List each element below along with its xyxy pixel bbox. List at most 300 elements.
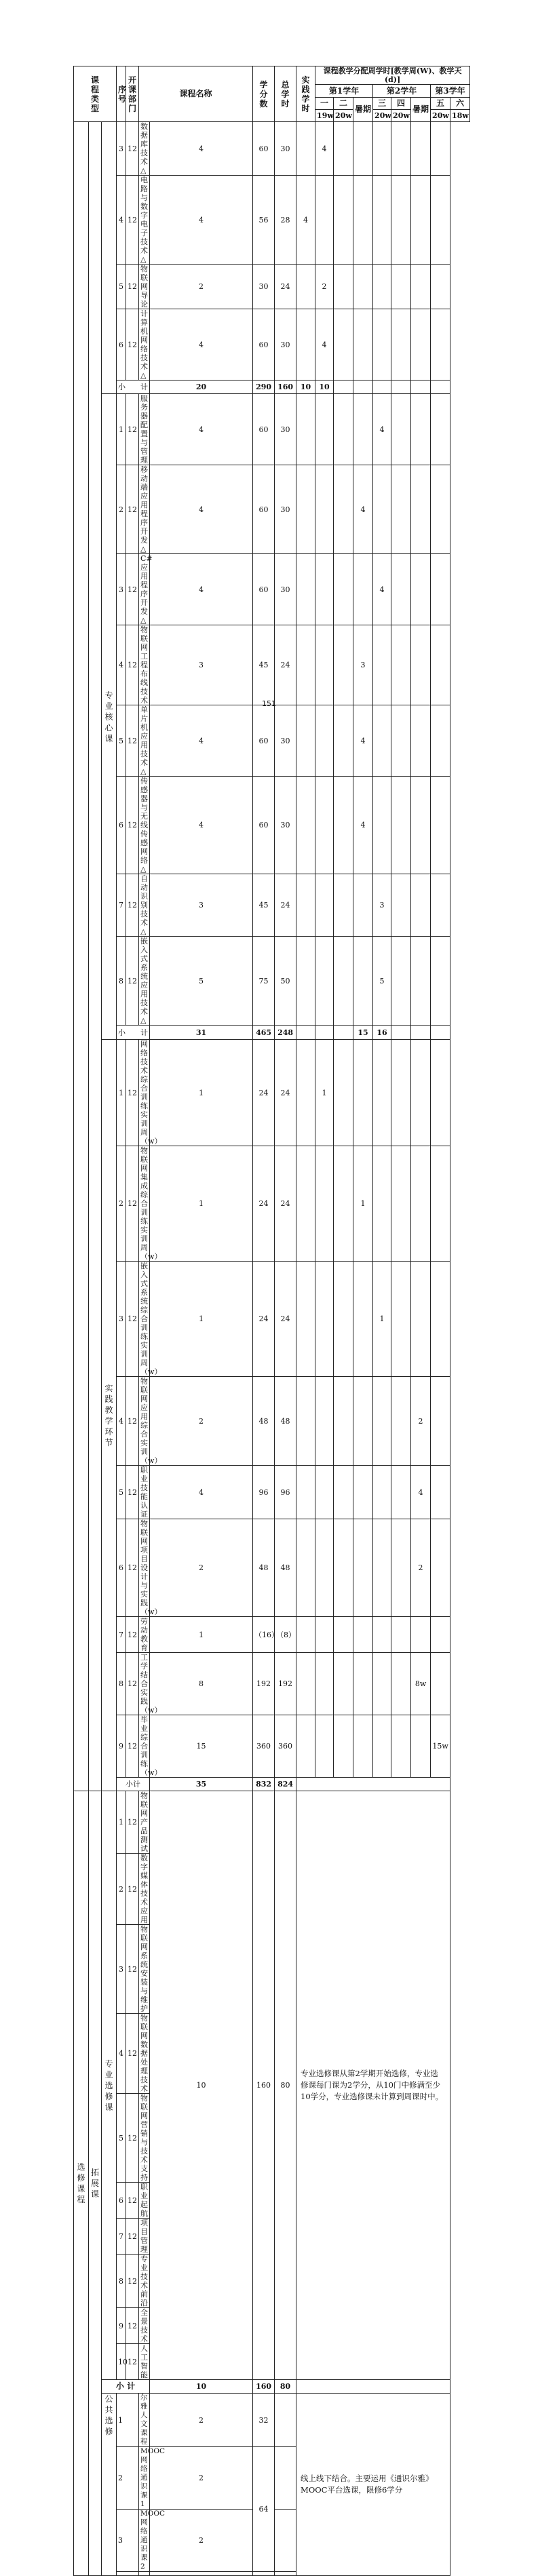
course-practice-hours: 96 bbox=[275, 1466, 296, 1519]
subtotal-value: 35 bbox=[150, 1778, 253, 1791]
course-week-hours bbox=[334, 1377, 353, 1466]
course-name: 物联网应用综合实训（w） bbox=[139, 1377, 150, 1466]
table-row bbox=[74, 122, 470, 176]
course-week-hours: 5 bbox=[373, 937, 391, 1026]
course-name: 毕业综合训练（w） bbox=[139, 1715, 150, 1778]
course-practice-hours: 24 bbox=[275, 1146, 296, 1262]
course-week-hours bbox=[334, 1146, 353, 1262]
course-total-hours: 56 bbox=[253, 176, 275, 265]
course-week-hours bbox=[353, 1377, 373, 1466]
subtotal-value: 290 bbox=[253, 380, 275, 394]
header-w1: 19w bbox=[315, 110, 334, 122]
course-dept: 12 bbox=[126, 874, 139, 937]
course-name: 物联网导论 bbox=[139, 265, 150, 309]
course-week-hours bbox=[296, 777, 315, 874]
course-week-hours bbox=[315, 176, 334, 265]
course-practice-hours: 30 bbox=[275, 122, 296, 176]
header-year1: 第1学年 bbox=[315, 85, 373, 98]
course-practice-hours: 30 bbox=[275, 554, 296, 625]
course-no: 1 bbox=[117, 1791, 126, 1854]
course-week-hours bbox=[334, 937, 353, 1026]
subtotal-value bbox=[315, 1026, 334, 1040]
course-name: 全景技术 bbox=[139, 2308, 150, 2344]
course-name: 自动识别技术△ bbox=[139, 874, 150, 937]
course-week-hours bbox=[315, 937, 334, 1026]
course-week-hours bbox=[296, 937, 315, 1026]
course-week-hours: 2 bbox=[315, 265, 334, 309]
course-week-hours bbox=[431, 777, 450, 874]
subtotal-value: 160 bbox=[275, 380, 296, 394]
course-week-hours bbox=[431, 937, 450, 1026]
course-week-hours: 4 bbox=[296, 176, 315, 265]
course-dept: 12 bbox=[126, 2014, 139, 2094]
course-total-hours: 60 bbox=[253, 394, 275, 465]
course-credits: 2 bbox=[150, 2447, 253, 2510]
course-dept: 12 bbox=[126, 1653, 139, 1715]
course-practice-hours: 360 bbox=[275, 1715, 296, 1778]
required-group-col1 bbox=[74, 122, 89, 1791]
course-week-hours bbox=[391, 1715, 411, 1778]
course-name: 项目管理 bbox=[139, 2219, 150, 2255]
subtotal-value: 16 bbox=[373, 1026, 391, 1040]
course-dept: 12 bbox=[126, 1925, 139, 2014]
course-practice-hours: 48 bbox=[275, 1377, 296, 1466]
course-week-hours bbox=[431, 705, 450, 777]
course-name: MOOC网络通识课1 bbox=[139, 2447, 150, 2510]
course-total-hours: 60 bbox=[253, 554, 275, 625]
table-row bbox=[74, 1146, 470, 1262]
header-total: 总学时 bbox=[275, 66, 296, 122]
course-week-hours bbox=[353, 937, 373, 1026]
table-row bbox=[74, 1791, 470, 1854]
header-w4: 20w bbox=[391, 110, 411, 122]
course-week-hours bbox=[334, 1715, 353, 1778]
course-week-hours bbox=[431, 1653, 450, 1715]
header-s5: 五 bbox=[431, 98, 450, 110]
course-total-hours: 24 bbox=[253, 1040, 275, 1146]
course-week-hours bbox=[411, 1040, 431, 1146]
header-name: 课程名称 bbox=[139, 66, 253, 122]
course-week-hours bbox=[373, 1519, 391, 1617]
course-week-hours bbox=[391, 1377, 411, 1466]
course-dept: 12 bbox=[126, 122, 139, 176]
course-week-hours bbox=[315, 1146, 334, 1262]
course-practice-hours bbox=[275, 2447, 296, 2510]
header-s1: 一 bbox=[315, 98, 334, 110]
empty-cell bbox=[139, 2572, 150, 2576]
course-total-hours: 30 bbox=[253, 265, 275, 309]
table-row bbox=[74, 380, 470, 394]
course-week-hours bbox=[373, 1653, 391, 1715]
course-name: 劳动教育 bbox=[139, 1617, 150, 1653]
course-week-hours bbox=[315, 1653, 334, 1715]
course-name: 物联网产品测试 bbox=[139, 1791, 150, 1854]
subtotal-value: 31 bbox=[150, 1026, 253, 1040]
course-total-hours: 75 bbox=[253, 937, 275, 1026]
course-dept: 12 bbox=[126, 2183, 139, 2219]
course-no: 2 bbox=[117, 1854, 126, 1925]
course-week-hours bbox=[391, 1146, 411, 1262]
course-total-hours: 60 bbox=[253, 309, 275, 380]
elective-practice-hours: 80 bbox=[275, 1791, 296, 2380]
course-practice-hours bbox=[275, 2394, 296, 2447]
header-credits: 学分数 bbox=[253, 66, 275, 122]
course-week-hours bbox=[391, 874, 411, 937]
table-row bbox=[74, 1778, 470, 1791]
course-week-hours bbox=[353, 309, 373, 380]
course-week-hours bbox=[411, 937, 431, 1026]
course-credits: 3 bbox=[150, 874, 253, 937]
table-row bbox=[74, 1026, 470, 1040]
course-total-hours: 60 bbox=[253, 705, 275, 777]
course-week-hours bbox=[334, 465, 353, 554]
course-no: 5 bbox=[117, 705, 126, 777]
course-dept: 12 bbox=[126, 1040, 139, 1146]
course-dept: 12 bbox=[126, 625, 139, 705]
course-week-hours: 4 bbox=[373, 394, 391, 465]
course-no: 3 bbox=[117, 2510, 139, 2572]
course-week-hours bbox=[353, 874, 373, 937]
course-week-hours bbox=[334, 554, 353, 625]
subtotal-value: 248 bbox=[275, 1026, 296, 1040]
course-name: 专业技术前沿 bbox=[139, 2255, 150, 2308]
course-no: 1 bbox=[117, 394, 126, 465]
course-week-hours: 1 bbox=[373, 1262, 391, 1377]
course-week-hours bbox=[334, 394, 353, 465]
course-dept: 12 bbox=[126, 777, 139, 874]
course-week-hours bbox=[334, 1040, 353, 1146]
course-no: 2 bbox=[117, 1146, 126, 1262]
course-week-hours: 4 bbox=[353, 705, 373, 777]
course-total-hours: 60 bbox=[253, 465, 275, 554]
elective-total-hours: 160 bbox=[253, 1791, 275, 2380]
course-week-hours bbox=[411, 394, 431, 465]
course-week-hours bbox=[334, 122, 353, 176]
course-week-hours bbox=[373, 1377, 391, 1466]
subtotal-value bbox=[391, 1026, 411, 1040]
subtotal-value bbox=[411, 1026, 431, 1040]
course-week-hours bbox=[296, 1617, 315, 1653]
course-week-hours bbox=[391, 1262, 411, 1377]
header-summer2: 暑期 bbox=[411, 98, 431, 122]
course-dept: 12 bbox=[126, 1146, 139, 1262]
subtotal-label: 小 计 bbox=[117, 380, 150, 394]
course-name: 物联网营销与技术支持 bbox=[139, 2094, 150, 2183]
group-major-elective-label: 专业选修课 bbox=[102, 1791, 117, 2380]
course-week-hours bbox=[296, 554, 315, 625]
course-credits: 1 bbox=[150, 1617, 253, 1653]
course-week-hours bbox=[353, 122, 373, 176]
course-week-hours bbox=[373, 465, 391, 554]
course-name: 嵌入式系统综合训练实训周（w） bbox=[139, 1262, 150, 1377]
course-practice-hours: 30 bbox=[275, 705, 296, 777]
course-week-hours bbox=[353, 1653, 373, 1715]
course-week-hours bbox=[315, 1377, 334, 1466]
course-no: 10 bbox=[117, 2344, 126, 2380]
group-public-elective-label: 公共选修 bbox=[102, 2394, 117, 2576]
course-no: 8 bbox=[117, 937, 126, 1026]
subtotal-value: 15 bbox=[353, 1026, 373, 1040]
course-week-hours bbox=[315, 777, 334, 874]
course-no: 5 bbox=[117, 1466, 126, 1519]
course-credits: 2 bbox=[150, 265, 253, 309]
course-week-hours bbox=[431, 176, 450, 265]
course-week-hours: 4 bbox=[411, 1466, 431, 1519]
group-practice-label: 实践教学环节 bbox=[102, 1040, 117, 1791]
course-week-hours bbox=[411, 705, 431, 777]
header-w6: 18w bbox=[450, 110, 470, 122]
course-week-hours bbox=[334, 1653, 353, 1715]
course-name: 物联网数据处理技术 bbox=[139, 2014, 150, 2094]
course-week-hours bbox=[373, 1040, 391, 1146]
course-dept: 12 bbox=[126, 937, 139, 1026]
course-week-hours bbox=[391, 1653, 411, 1715]
subtotal-label: 小计 bbox=[117, 1778, 150, 1791]
header-type: 课程类型 bbox=[74, 66, 117, 122]
course-no: 7 bbox=[117, 874, 126, 937]
course-week-hours bbox=[334, 176, 353, 265]
course-no: 1 bbox=[117, 2394, 139, 2447]
course-no: 8 bbox=[117, 1653, 126, 1715]
subtotal-value bbox=[391, 380, 411, 394]
course-week-hours bbox=[411, 176, 431, 265]
course-week-hours bbox=[353, 1262, 373, 1377]
course-dept: 12 bbox=[126, 1377, 139, 1466]
course-dept: 12 bbox=[126, 2344, 139, 2380]
empty-cell bbox=[296, 1778, 450, 1791]
course-week-hours bbox=[315, 1519, 334, 1617]
course-dept: 12 bbox=[126, 465, 139, 554]
course-week-hours bbox=[391, 625, 411, 705]
course-week-hours bbox=[296, 309, 315, 380]
header-w3: 20w bbox=[373, 110, 391, 122]
course-week-hours bbox=[431, 309, 450, 380]
course-no: 6 bbox=[117, 1519, 126, 1617]
course-week-hours bbox=[353, 394, 373, 465]
course-name: 物联网项目设计与实践（w） bbox=[139, 1519, 150, 1617]
course-dept: 12 bbox=[126, 1617, 139, 1653]
course-week-hours bbox=[296, 1519, 315, 1617]
course-name: 嵌入式系统应用技术△ bbox=[139, 937, 150, 1026]
course-credits: 15 bbox=[150, 1715, 253, 1778]
course-week-hours bbox=[411, 625, 431, 705]
course-name: 人工智能 bbox=[139, 2344, 150, 2380]
course-no: 2 bbox=[117, 465, 126, 554]
course-week-hours bbox=[373, 309, 391, 380]
course-week-hours bbox=[296, 122, 315, 176]
course-total-hours: 60 bbox=[253, 777, 275, 874]
course-week-hours: 4 bbox=[315, 309, 334, 380]
course-week-hours bbox=[315, 394, 334, 465]
course-week-hours bbox=[431, 874, 450, 937]
course-dept: 12 bbox=[126, 1791, 139, 1854]
header-dist: 课程教学分配周学时[教学周(W)、教学天(d)] bbox=[315, 66, 470, 85]
course-credits: 4 bbox=[150, 705, 253, 777]
course-dept: 12 bbox=[126, 309, 139, 380]
course-week-hours bbox=[411, 874, 431, 937]
course-week-hours bbox=[353, 1617, 373, 1653]
course-week-hours bbox=[353, 176, 373, 265]
subtotal-label: 小 计 bbox=[117, 1026, 150, 1040]
course-week-hours: 4 bbox=[353, 465, 373, 554]
empty-cell bbox=[296, 2380, 450, 2394]
header-summer1: 暑期 bbox=[353, 98, 373, 122]
course-name: 物联网系统安装与维护 bbox=[139, 1925, 150, 2014]
course-practice-hours: 24 bbox=[275, 874, 296, 937]
empty-cell bbox=[117, 2572, 139, 2576]
course-total-hours: （16） bbox=[253, 1617, 275, 1653]
table-row bbox=[74, 1377, 470, 1466]
course-week-hours bbox=[391, 1519, 411, 1617]
course-week-hours: 1 bbox=[353, 1146, 373, 1262]
subtotal-value bbox=[411, 380, 431, 394]
course-week-hours bbox=[411, 265, 431, 309]
course-week-hours bbox=[373, 176, 391, 265]
course-dept: 12 bbox=[126, 394, 139, 465]
course-dept: 12 bbox=[126, 2094, 139, 2183]
table-row bbox=[74, 394, 470, 465]
course-week-hours bbox=[296, 705, 315, 777]
course-practice-hours: 24 bbox=[275, 1262, 296, 1377]
table-row bbox=[74, 625, 470, 705]
course-dept: 12 bbox=[126, 2219, 139, 2255]
course-week-hours bbox=[334, 705, 353, 777]
course-week-hours bbox=[334, 874, 353, 937]
table-row bbox=[74, 1715, 470, 1778]
course-name: 物联网工程布线技术 bbox=[139, 625, 150, 705]
course-total-hours: 48 bbox=[253, 1519, 275, 1617]
course-dept: 12 bbox=[126, 1715, 139, 1778]
course-dept: 12 bbox=[126, 265, 139, 309]
course-total-hours: 45 bbox=[253, 625, 275, 705]
course-week-hours bbox=[315, 1466, 334, 1519]
public-elective-note: 线上线下结合。主要运用《通识尔雅》MOOC平台选课，限修6学分 bbox=[296, 2394, 450, 2576]
course-week-hours bbox=[391, 265, 411, 309]
course-week-hours bbox=[296, 394, 315, 465]
course-practice-hours: 48 bbox=[275, 1519, 296, 1617]
course-name: 网络技术综合训练实训周（w） bbox=[139, 1040, 150, 1146]
course-week-hours bbox=[373, 265, 391, 309]
course-week-hours bbox=[431, 1617, 450, 1653]
course-name: 服务器配置与管理 bbox=[139, 394, 150, 465]
table-row bbox=[74, 777, 470, 874]
course-credits: 2 bbox=[150, 1377, 253, 1466]
course-credits: 4 bbox=[150, 1466, 253, 1519]
course-name: MOOC网络通识课2 bbox=[139, 2510, 150, 2572]
course-week-hours bbox=[373, 777, 391, 874]
course-no: 3 bbox=[117, 1262, 126, 1377]
course-no: 7 bbox=[117, 2219, 126, 2255]
course-week-hours bbox=[296, 1466, 315, 1519]
course-total-hours: 96 bbox=[253, 1466, 275, 1519]
course-credits: 2 bbox=[150, 2394, 253, 2447]
subtotal-value: 465 bbox=[253, 1026, 275, 1040]
course-week-hours: 15w bbox=[431, 1715, 450, 1778]
course-week-hours bbox=[315, 1715, 334, 1778]
course-week-hours bbox=[373, 625, 391, 705]
course-credits: 4 bbox=[150, 394, 253, 465]
empty-cell bbox=[275, 2572, 296, 2576]
course-no: 9 bbox=[117, 2308, 126, 2344]
course-week-hours bbox=[334, 309, 353, 380]
course-week-hours bbox=[373, 705, 391, 777]
course-week-hours bbox=[296, 874, 315, 937]
group-core-label: 专业核心课 bbox=[102, 394, 117, 1040]
course-week-hours bbox=[353, 1715, 373, 1778]
course-week-hours bbox=[296, 1146, 315, 1262]
header-year3: 第3学年 bbox=[431, 85, 470, 98]
course-week-hours bbox=[334, 265, 353, 309]
course-week-hours bbox=[391, 937, 411, 1026]
course-week-hours bbox=[411, 777, 431, 874]
course-week-hours bbox=[391, 777, 411, 874]
course-dept: 12 bbox=[126, 2255, 139, 2308]
course-credits: 4 bbox=[150, 777, 253, 874]
course-credits: 4 bbox=[150, 465, 253, 554]
course-week-hours bbox=[431, 1377, 450, 1466]
course-no: 3 bbox=[117, 122, 126, 176]
course-week-hours bbox=[411, 1146, 431, 1262]
course-week-hours bbox=[431, 465, 450, 554]
subtotal-value: 160 bbox=[253, 2380, 275, 2394]
course-week-hours bbox=[373, 1617, 391, 1653]
course-name: 职业技能认证 bbox=[139, 1466, 150, 1519]
course-credits: 5 bbox=[150, 937, 253, 1026]
table-row bbox=[74, 1519, 470, 1617]
course-week-hours bbox=[315, 1262, 334, 1377]
course-week-hours: 8w bbox=[411, 1653, 431, 1715]
header-w2: 20w bbox=[334, 110, 353, 122]
course-total-hours: 24 bbox=[253, 1262, 275, 1377]
course-week-hours bbox=[334, 1617, 353, 1653]
course-credits: 1 bbox=[150, 1146, 253, 1262]
course-week-hours bbox=[334, 1519, 353, 1617]
course-no: 4 bbox=[117, 625, 126, 705]
table-row bbox=[74, 2380, 470, 2394]
course-total-hours: 32 bbox=[253, 2394, 275, 2447]
course-week-hours bbox=[391, 1040, 411, 1146]
course-no: 4 bbox=[117, 2014, 126, 2094]
course-week-hours bbox=[431, 265, 450, 309]
course-no: 8 bbox=[117, 2255, 126, 2308]
subtotal-value: 832 bbox=[253, 1778, 275, 1791]
page-number: 151 bbox=[262, 699, 276, 708]
course-week-hours bbox=[431, 1466, 450, 1519]
subtotal-value: 10 bbox=[150, 2380, 253, 2394]
course-credits: 4 bbox=[150, 176, 253, 265]
header-no: 序号 bbox=[117, 66, 126, 122]
empty-cell bbox=[150, 2572, 253, 2576]
course-week-hours bbox=[411, 1715, 431, 1778]
group-elective-label: 选修课程 bbox=[74, 1791, 89, 2576]
course-week-hours bbox=[315, 465, 334, 554]
subtotal-value: 80 bbox=[275, 2380, 296, 2394]
course-week-hours bbox=[431, 554, 450, 625]
course-credits: 8 bbox=[150, 1653, 253, 1715]
table-row bbox=[74, 705, 470, 777]
subtotal-value bbox=[373, 380, 391, 394]
course-practice-hours bbox=[275, 2510, 296, 2572]
course-week-hours bbox=[391, 394, 411, 465]
course-week-hours bbox=[431, 625, 450, 705]
course-practice-hours: 28 bbox=[275, 176, 296, 265]
course-no: 2 bbox=[117, 2447, 139, 2510]
table-row bbox=[74, 2394, 470, 2447]
subtotal-value bbox=[296, 1026, 315, 1040]
course-no: 4 bbox=[117, 176, 126, 265]
course-week-hours bbox=[431, 1262, 450, 1377]
course-week-hours bbox=[411, 122, 431, 176]
